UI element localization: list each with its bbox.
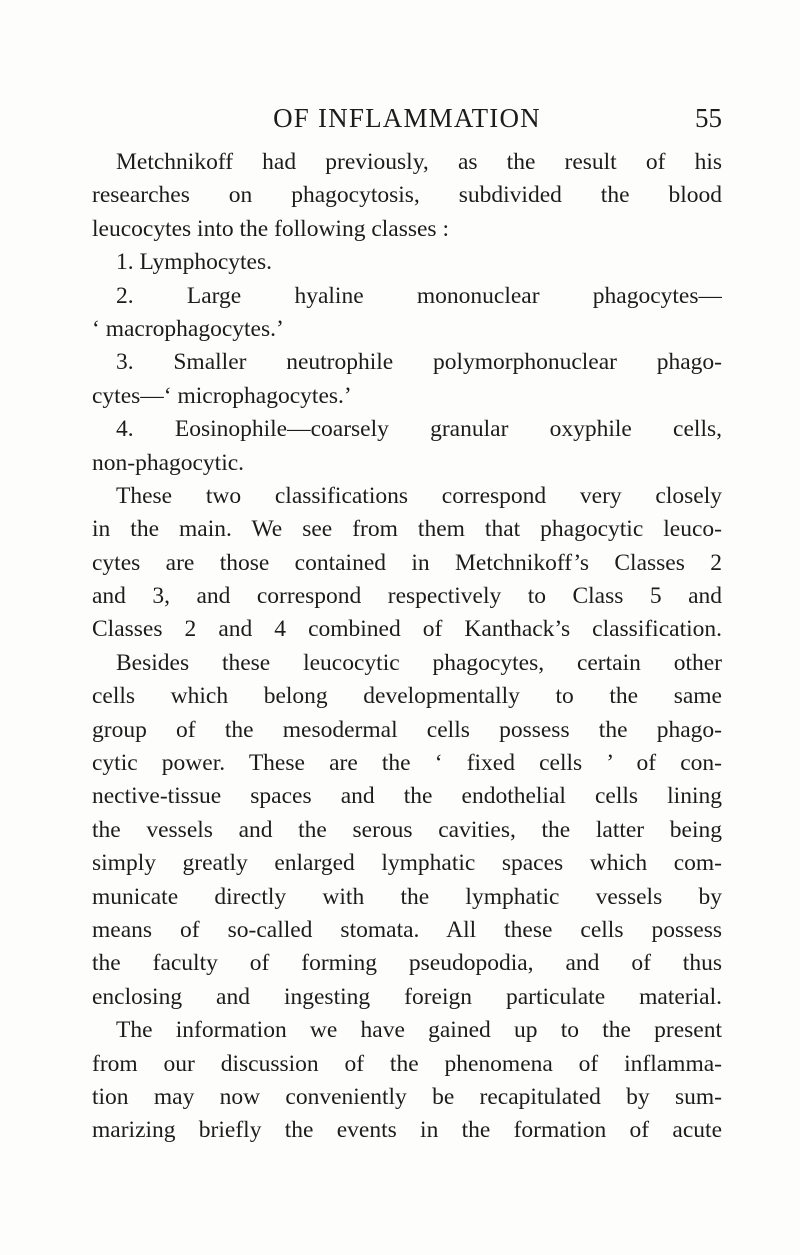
text-line: the vessels and the serous cavities, the latter being xyxy=(92,816,722,843)
text-line: enclosing and ingesting foreign particulate material. xyxy=(92,983,722,1010)
running-title: OF INFLAMMATION xyxy=(273,103,541,133)
text-line: leucocytes into the following classes : xyxy=(92,215,449,242)
text-line: Metchnikoff had previously, as the result of his xyxy=(116,149,722,175)
text-line: group of the mesodermal cells possess the phago- xyxy=(92,716,722,743)
body-text xyxy=(92,146,722,1148)
page-number: 55 xyxy=(695,103,722,133)
text-line: tion may now conveniently be recapitulated by sum- xyxy=(92,1083,722,1110)
text-line: cells which belong developmentally to the same xyxy=(92,683,722,710)
text-line: from our discussion of the phenomena of inflamma- xyxy=(92,1050,722,1077)
paragraph-start: Besides these leucocytic phagocytes, certain other xyxy=(116,649,722,676)
paragraph-start: The information we have gained up to the present xyxy=(116,1017,722,1044)
paragraph-start: These two classifications correspond very closely xyxy=(116,482,722,509)
text-line: researches on phagocytosis, subdivided the blood xyxy=(92,182,722,209)
text-line: means of so-called stomata. All these cells possess xyxy=(92,916,722,943)
list-item-4: 4. Eosinophile—coarsely granular oxyphile cells, xyxy=(116,416,722,443)
text-line: marizing briefly the events in the formation of acute xyxy=(92,1117,722,1144)
running-head xyxy=(92,100,722,140)
text-line: municate directly with the lymphatic vessels by xyxy=(92,883,722,910)
list-item-2: 2. Large hyaline mononuclear phagocytes— xyxy=(116,282,722,309)
text-line: cytic power. These are the ‘ fixed cells ’ of con- xyxy=(92,750,722,777)
text-line: Classes 2 and 4 combined of Kanthack’s classification. xyxy=(92,616,722,643)
text-line: cytes—‘ microphagocytes.’ xyxy=(92,382,352,409)
text-line: ‘ macrophagocytes.’ xyxy=(92,315,284,342)
list-item-3: 3. Smaller neutrophile polymorphonuclear phago- xyxy=(116,349,722,376)
list-item-1: 1. Lymphocytes. xyxy=(116,249,272,276)
text-line: nective-tissue spaces and the endothelial cells lining xyxy=(92,783,722,810)
text-line: cytes are those contained in Metchnikoff’s Classes 2 xyxy=(92,549,722,576)
text-line: and 3, and correspond respectively to Class 5 and xyxy=(92,583,722,610)
text-line: the faculty of forming pseudopodia, and of thus xyxy=(92,950,722,977)
text-line: simply greatly enlarged lymphatic spaces which com- xyxy=(92,850,722,877)
text-line: non-phagocytic. xyxy=(92,449,245,476)
text-line: in the main. We see from them that phagocytic leuco- xyxy=(92,516,722,543)
